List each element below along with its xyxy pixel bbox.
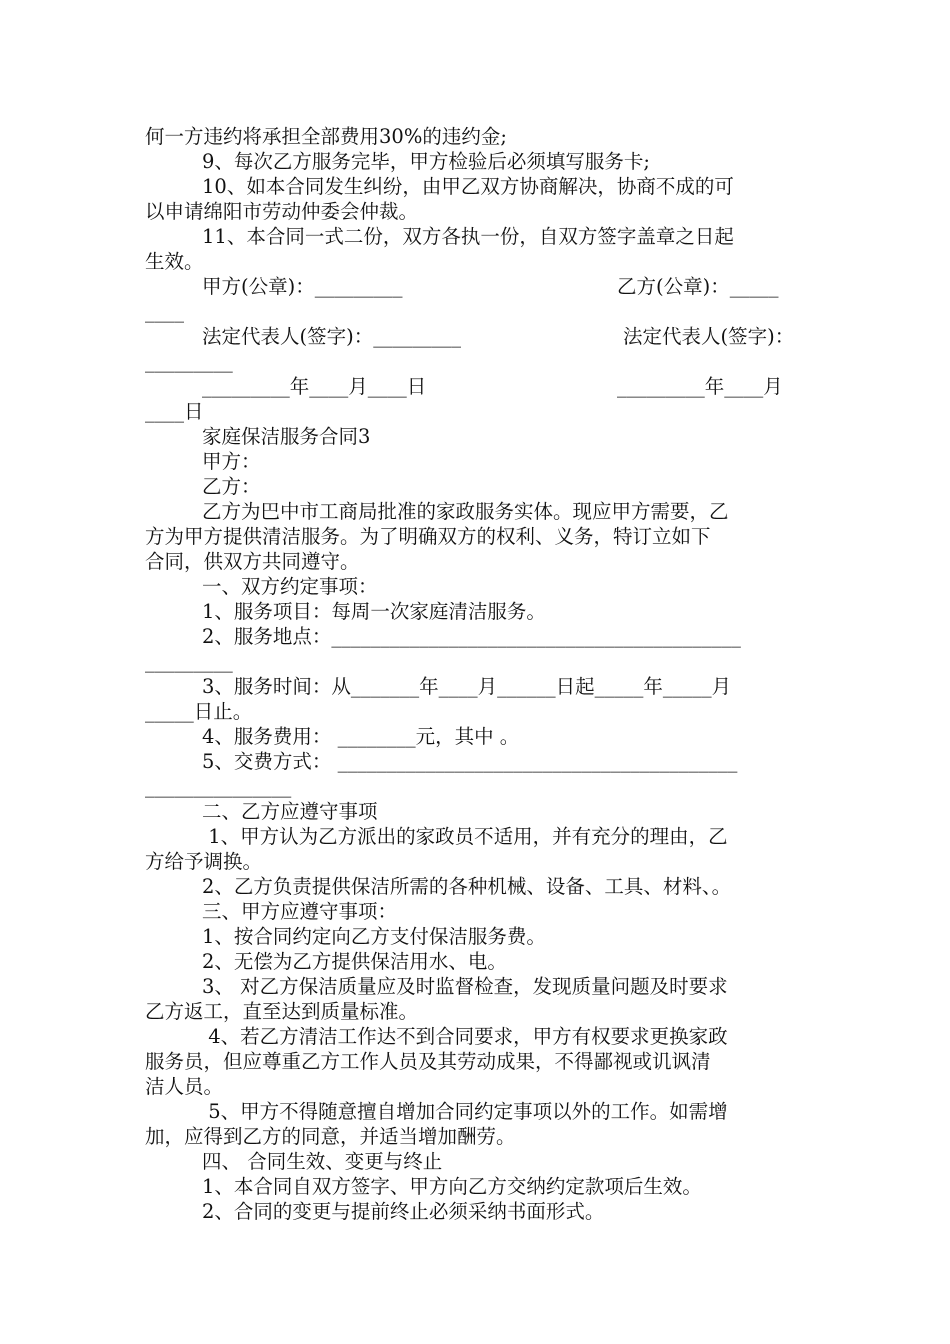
clause: 2、无偿为乙方提供保洁用水、电。	[202, 950, 507, 973]
text-line: _______________	[145, 775, 292, 798]
clause-10: 10、如本合同发生纠纷，由甲乙双方协商解决，协商不成的可	[202, 175, 734, 198]
party-a-representative: 法定代表人(签字)：_________	[202, 325, 461, 348]
text-line: 方给予调换。	[145, 850, 263, 873]
text-line: 洁人员。	[145, 1075, 224, 1098]
text-line: ____日	[145, 400, 204, 423]
clause: 3、服务时间：从_______年____月______日起_____年_____月	[202, 675, 732, 698]
section-heading: 二、乙方应遵守事项	[202, 800, 378, 823]
clause: 2、合同的变更与提前终止必须采纳书面形式。	[202, 1200, 605, 1223]
clause: 1、甲方认为乙方派出的家政员不适用，并有充分的理由，乙	[202, 825, 728, 848]
clause: 4、若乙方清洁工作达不到合同要求，甲方有权要求更换家政	[202, 1025, 728, 1048]
text-line: 生效。	[145, 250, 204, 273]
party-a-seal: 甲方(公章)：_________	[202, 275, 403, 298]
text-line: 何一方违约将承担全部费用30%的违约金;	[145, 125, 507, 148]
party-b-seal: 乙方(公章)：_____	[617, 275, 779, 298]
text-line: 方为甲方提供清洁服务。为了明确双方的权利、义务，特订立如下	[145, 525, 711, 548]
text-line: _____日止。	[145, 700, 253, 723]
clause: 5、甲方不得随意擅自增加合同约定事项以外的工作。如需增	[202, 1100, 728, 1123]
clause: 1、按合同约定向乙方支付保洁服务费。	[202, 925, 546, 948]
document-page	[145, 124, 807, 1224]
text-line: ____	[145, 300, 184, 323]
text-line: 乙方返工，直至达到质量标准。	[145, 1000, 419, 1023]
date-row	[145, 374, 807, 399]
clause: 3、 对乙方保洁质量应及时监督检查，发现质量问题及时要求	[202, 975, 728, 998]
party-a-label: 甲方：	[202, 450, 261, 473]
text-line: 合同，供双方共同遵守。	[145, 550, 360, 573]
clause-11: 11、本合同一式二份，双方各执一份，自双方签字盖章之日起	[202, 225, 734, 248]
clause-9: 9、每次乙方服务完毕，甲方检验后必须填写服务卡;	[202, 150, 650, 173]
clause: 2、服务地点：__________________________________________	[202, 625, 741, 648]
seal-row	[145, 274, 807, 299]
representative-row	[145, 324, 807, 349]
clause: 1、本合同自双方签字、甲方向乙方交纳约定款项后生效。	[202, 1175, 702, 1198]
clause: 2、乙方负责提供保洁所需的各种机械、设备、工具、材料、。	[202, 875, 732, 898]
clause: 1、服务项目：每周一次家庭清洁服务。	[202, 600, 546, 623]
party-b-representative: 法定代表人(签字)：	[623, 325, 795, 348]
party-b-label: 乙方：	[202, 475, 261, 498]
text-line: _________	[145, 350, 233, 373]
text-line: _________	[145, 650, 233, 673]
clause: 5、交费方式： _________________________________________	[202, 750, 738, 773]
section-heading: 四、 合同生效、变更与终止	[202, 1150, 443, 1173]
document-title: 家庭保洁服务合同3	[202, 425, 371, 448]
text-line: 服务员，但应尊重乙方工作人员及其劳动成果，不得鄙视或讥讽清	[145, 1050, 711, 1073]
party-a-date: _________年____月____日	[202, 375, 427, 398]
section-heading: 三、甲方应遵守事项：	[202, 900, 398, 923]
section-heading: 一、双方约定事项：	[202, 575, 378, 598]
text-line: 加，应得到乙方的同意，并适当增加酬劳。	[145, 1125, 516, 1148]
text-line: 以申请绵阳市劳动仲委会仲裁。	[145, 200, 419, 223]
clause: 4、服务费用： ________元，其中 。	[202, 725, 520, 748]
party-b-date: _________年____月	[617, 375, 783, 398]
intro-paragraph: 乙方为巴中市工商局批准的家政服务实体。现应甲方需要，乙	[202, 500, 729, 523]
